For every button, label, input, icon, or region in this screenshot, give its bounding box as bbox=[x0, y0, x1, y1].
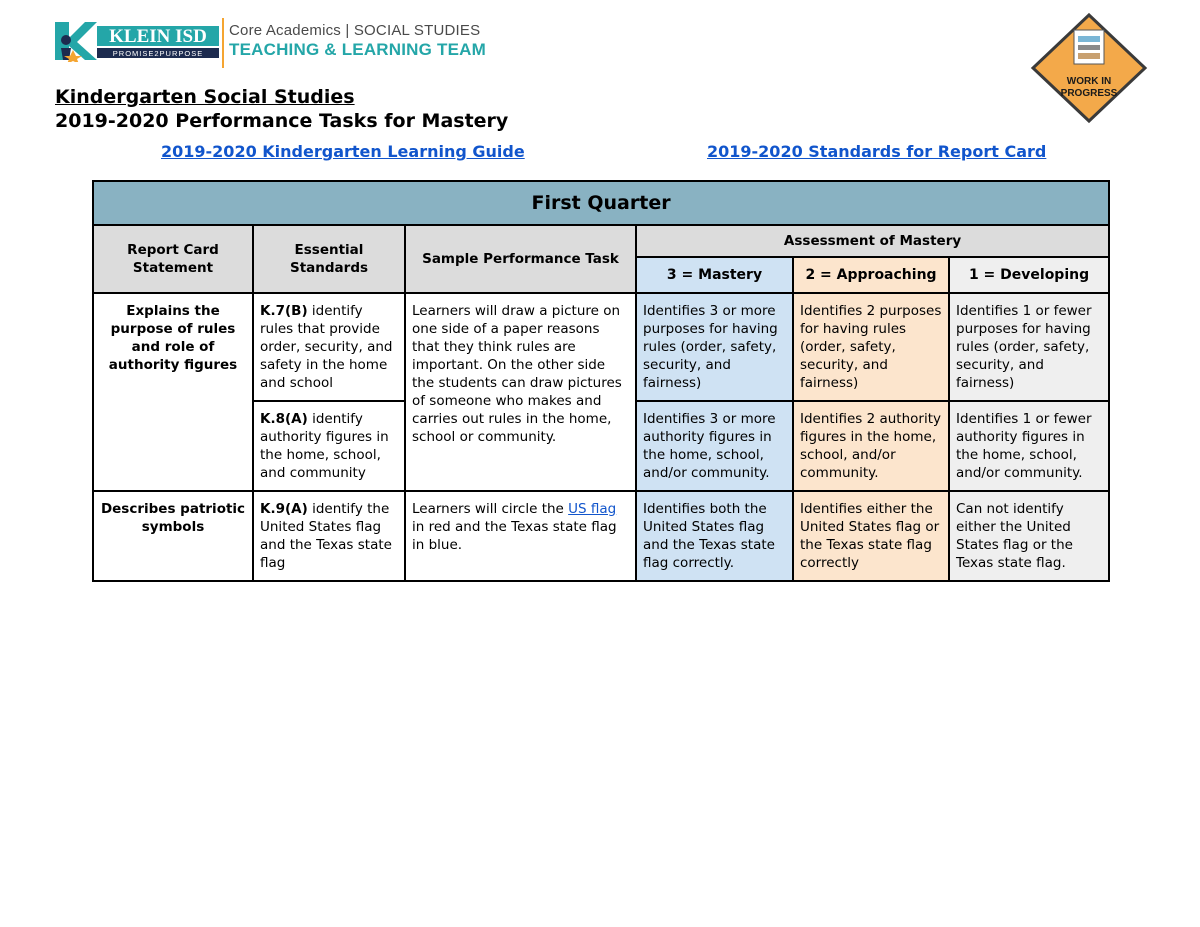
department-label bbox=[229, 22, 486, 60]
standard-text: identify authority figures in the home, school, and community bbox=[260, 411, 389, 481]
klein-isd-logo bbox=[55, 20, 220, 62]
header-approaching: 2 = Approaching bbox=[793, 257, 949, 293]
table-row bbox=[93, 293, 1109, 401]
approaching-cell: Identifies 2 purposes for having rules (order, safety, security, and fairness) bbox=[793, 293, 949, 401]
work-in-progress-badge bbox=[1030, 12, 1148, 124]
standard-code: K.7(B) bbox=[260, 303, 308, 319]
badge-line-1: WORK IN bbox=[1066, 76, 1112, 87]
us-flag-link[interactable]: US flag bbox=[568, 501, 617, 517]
header-essential-standards: Essential Standards bbox=[253, 225, 405, 293]
standard-text: identify the United States flag and the Texas state flag bbox=[260, 501, 392, 571]
essential-standard bbox=[253, 491, 405, 581]
header-divider bbox=[222, 18, 224, 68]
mastery-cell: Identifies 3 or more authority figures in the home, school, and/or community. bbox=[636, 401, 793, 491]
approaching-cell: Identifies either the United States flag or the Texas state flag correctly bbox=[793, 491, 949, 581]
report-card-statement: Explains the purpose of rules and role of authority figures bbox=[93, 293, 253, 491]
page-subtitle: 2019-2020 Performance Tasks for Mastery bbox=[55, 110, 509, 132]
dept-line-2: TEACHING & LEARNING TEAM bbox=[229, 40, 486, 59]
header-sample-task: Sample Performance Task bbox=[405, 225, 636, 293]
dept-line-1: Core Academics | SOCIAL STUDIES bbox=[229, 22, 481, 39]
essential-standard bbox=[253, 293, 405, 401]
report-card-statement: Describes patriotic symbols bbox=[93, 491, 253, 581]
header-mastery: 3 = Mastery bbox=[636, 257, 793, 293]
quarter-header: First Quarter bbox=[93, 181, 1109, 225]
header-developing: 1 = Developing bbox=[949, 257, 1109, 293]
header-report-card: Report Card Statement bbox=[93, 225, 253, 293]
header-assessment: Assessment of Mastery bbox=[636, 225, 1109, 257]
learning-guide-link[interactable]: 2019-2020 Kindergarten Learning Guide bbox=[161, 142, 525, 161]
performance-task-table bbox=[92, 180, 1110, 582]
developing-cell: Identifies 1 or fewer purposes for having rules (order, safety, security, and fairness) bbox=[949, 293, 1109, 401]
svg-text:PROMISE2PURPOSE: PROMISE2PURPOSE bbox=[112, 49, 204, 58]
developing-cell: Identifies 1 or fewer authority figures in the home, school, and/or community. bbox=[949, 401, 1109, 491]
mastery-cell: Identifies both the United States flag and the Texas state flag correctly. bbox=[636, 491, 793, 581]
report-card-standards-link[interactable]: 2019-2020 Standards for Report Card bbox=[707, 142, 1047, 161]
essential-standard bbox=[253, 401, 405, 491]
sample-task: Learners will draw a picture on one side of a paper reasons that they think rules are important. On the other side the students can draw pictures of someone who makes and carries out rules in the home, school or community. bbox=[405, 293, 636, 491]
standard-code: K.8(A) bbox=[260, 411, 308, 427]
task-text-end: in red and the Texas state flag in blue. bbox=[412, 519, 617, 553]
mastery-cell: Identifies 3 or more purposes for having rules (order, safety, security, and fairness) bbox=[636, 293, 793, 401]
table-row bbox=[93, 491, 1109, 581]
standard-code: K.9(A) bbox=[260, 501, 308, 517]
sample-task bbox=[405, 491, 636, 581]
standard-text: identify rules that provide order, security, and safety in the home and school bbox=[260, 303, 393, 391]
developing-cell: Can not identify either the United States flag or the Texas state flag. bbox=[949, 491, 1109, 581]
approaching-cell: Identifies 2 authority figures in the home, school, and/or community. bbox=[793, 401, 949, 491]
badge-line-2: PROGRESS bbox=[1060, 88, 1118, 99]
svg-text:KLEIN ISD: KLEIN ISD bbox=[109, 26, 207, 47]
task-text-start: Learners will circle the bbox=[412, 501, 569, 517]
page-title: Kindergarten Social Studies bbox=[55, 86, 355, 108]
